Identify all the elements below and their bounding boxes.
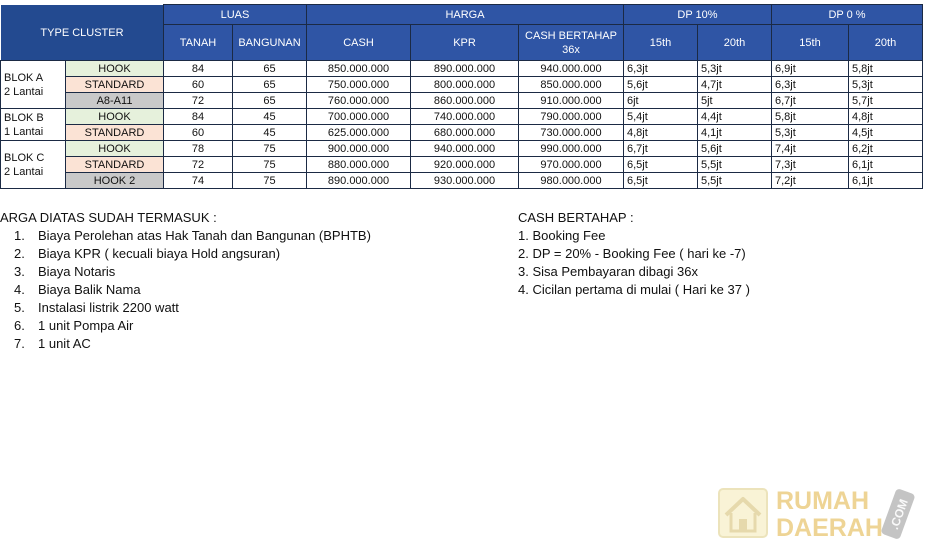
- included-notes: [0, 209, 371, 353]
- blok-c-label: [1, 141, 66, 189]
- bangunan-cell: 65: [233, 61, 307, 77]
- cash-bertahap-notes: [518, 209, 750, 299]
- blok-name: BLOK A: [4, 71, 44, 84]
- tanah-cell: 72: [164, 157, 233, 173]
- table-row: [1, 157, 923, 173]
- dp10-15-cell: 5,4jt: [624, 109, 698, 125]
- dp0-15-cell: 7,3jt: [772, 157, 849, 173]
- kpr-cell: 800.000.000: [411, 77, 519, 93]
- cash-cell: 625.000.000: [307, 125, 411, 141]
- bertahap-cell: 790.000.000: [519, 109, 624, 125]
- blok-name: BLOK C: [4, 151, 45, 164]
- cash-cell: 760.000.000: [307, 93, 411, 109]
- type-cell: HOOK: [66, 109, 164, 125]
- dp10-15-cell: 6jt: [624, 93, 698, 109]
- tanah-cell: 72: [164, 93, 233, 109]
- dp10-15-cell: 6,5jt: [624, 157, 698, 173]
- header-cash-bertahap-line2: 36x: [562, 43, 580, 56]
- list-item: 3. Sisa Pembayaran dibagi 36x: [518, 264, 698, 279]
- list-item: 5. Instalasi listrik 2200 watt: [14, 300, 179, 315]
- tanah-cell: 74: [164, 173, 233, 189]
- bangunan-cell: 75: [233, 141, 307, 157]
- list-item: 1. Biaya Perolehan atas Hak Tanah dan Bangunan (BPHTB): [14, 228, 371, 243]
- bertahap-cell: 940.000.000: [519, 61, 624, 77]
- header-type-cluster: TYPE CLUSTER: [1, 5, 164, 61]
- dp10-20-cell: 4,4jt: [698, 109, 772, 125]
- watermark-line2: DAERAH: [776, 514, 883, 542]
- dp10-15-cell: 6,3jt: [624, 61, 698, 77]
- bangunan-cell: 75: [233, 173, 307, 189]
- bertahap-cell: 980.000.000: [519, 173, 624, 189]
- kpr-cell: 940.000.000: [411, 141, 519, 157]
- included-list: [0, 227, 371, 353]
- kpr-cell: 890.000.000: [411, 61, 519, 77]
- header-cash-bertahap-line1: CASH BERTAHAP: [525, 29, 617, 42]
- dp0-20-cell: 5,7jt: [849, 93, 923, 109]
- bangunan-cell: 65: [233, 93, 307, 109]
- blok-floors: 2 Lantai: [4, 165, 44, 178]
- table-row: [1, 109, 923, 125]
- tanah-cell: 60: [164, 125, 233, 141]
- header-dp0-15th: 15th: [772, 25, 849, 61]
- type-cell: A8-A11: [66, 93, 164, 109]
- dp0-20-cell: 5,8jt: [849, 61, 923, 77]
- list-item: 4. Biaya Balik Nama: [14, 282, 141, 297]
- house-icon: [719, 489, 767, 537]
- included-title: ARGA DIATAS SUDAH TERMASUK :: [0, 210, 217, 225]
- watermark-tag-text: .COM: [887, 497, 911, 532]
- bertahap-cell: 730.000.000: [519, 125, 624, 141]
- list-item: 3. Biaya Notaris: [14, 264, 116, 279]
- dp0-15-cell: 5,8jt: [772, 109, 849, 125]
- dp0-20-cell: 4,8jt: [849, 109, 923, 125]
- dp10-15-cell: 6,7jt: [624, 141, 698, 157]
- bangunan-cell: 45: [233, 109, 307, 125]
- type-cell: STANDARD: [66, 77, 164, 93]
- header-harga: HARGA: [307, 5, 624, 25]
- tanah-cell: 78: [164, 141, 233, 157]
- cash-cell: 850.000.000: [307, 61, 411, 77]
- dp0-20-cell: 6,2jt: [849, 141, 923, 157]
- blok-b-label: [1, 109, 66, 141]
- dp10-20-cell: 5,5jt: [698, 173, 772, 189]
- header-dp10-15th: 15th: [624, 25, 698, 61]
- bertahap-cell: 910.000.000: [519, 93, 624, 109]
- dp0-20-cell: 6,1jt: [849, 157, 923, 173]
- kpr-cell: 860.000.000: [411, 93, 519, 109]
- type-cell: STANDARD: [66, 157, 164, 173]
- header-cash-bertahap: [519, 25, 624, 61]
- watermark-svg: [716, 483, 916, 543]
- type-cell: HOOK: [66, 141, 164, 157]
- table-row: [1, 93, 923, 109]
- table-row: [1, 173, 923, 189]
- watermark-line1: RUMAH: [776, 487, 870, 515]
- blok-floors: 1 Lantai: [4, 125, 44, 138]
- tanah-cell: 60: [164, 77, 233, 93]
- cash-cell: 700.000.000: [307, 109, 411, 125]
- dp0-15-cell: 5,3jt: [772, 125, 849, 141]
- cash-cell: 750.000.000: [307, 77, 411, 93]
- type-cell: HOOK 2: [66, 173, 164, 189]
- list-item: 1. Booking Fee: [518, 228, 606, 243]
- list-item: 2. Biaya KPR ( kecuali biaya Hold angsuran): [14, 246, 281, 261]
- tanah-cell: 84: [164, 61, 233, 77]
- dp0-20-cell: 5,3jt: [849, 77, 923, 93]
- header-cash: CASH: [307, 25, 411, 61]
- list-item: 2. DP = 20% - Booking Fee ( hari ke -7): [518, 246, 746, 261]
- header-tanah: TANAH: [164, 25, 233, 61]
- price-table: [0, 4, 923, 189]
- header-bangunan: BANGUNAN: [233, 25, 307, 61]
- watermark-logo: [716, 483, 916, 543]
- cash-bertahap-title: CASH BERTAHAP :: [518, 210, 634, 225]
- watermark-tag: [880, 488, 915, 540]
- bangunan-cell: 65: [233, 77, 307, 93]
- bangunan-cell: 45: [233, 125, 307, 141]
- bertahap-cell: 990.000.000: [519, 141, 624, 157]
- dp10-20-cell: 5,3jt: [698, 61, 772, 77]
- dp10-15-cell: 5,6jt: [624, 77, 698, 93]
- header-luas: LUAS: [164, 5, 307, 25]
- dp0-15-cell: 6,9jt: [772, 61, 849, 77]
- bangunan-cell: 75: [233, 157, 307, 173]
- dp10-20-cell: 5,6jt: [698, 141, 772, 157]
- dp0-20-cell: 6,1jt: [849, 173, 923, 189]
- dp0-15-cell: 7,2jt: [772, 173, 849, 189]
- header-kpr: KPR: [411, 25, 519, 61]
- list-item: 6. 1 unit Pompa Air: [14, 318, 134, 333]
- header-dp10-20th: 20th: [698, 25, 772, 61]
- cash-bertahap-list: [518, 227, 750, 299]
- list-item: 7. 1 unit AC: [14, 336, 91, 351]
- blok-a-label: [1, 61, 66, 109]
- list-item: 4. Cicilan pertama di mulai ( Hari ke 37 ): [518, 282, 750, 297]
- cash-cell: 890.000.000: [307, 173, 411, 189]
- header-dp0-20th: 20th: [849, 25, 923, 61]
- table-row: [1, 61, 923, 77]
- table-row: [1, 77, 923, 93]
- dp10-20-cell: 4,7jt: [698, 77, 772, 93]
- dp0-15-cell: 7,4jt: [772, 141, 849, 157]
- kpr-cell: 930.000.000: [411, 173, 519, 189]
- dp10-20-cell: 4,1jt: [698, 125, 772, 141]
- table-row: [1, 125, 923, 141]
- dp10-20-cell: 5,5jt: [698, 157, 772, 173]
- type-cell: HOOK: [66, 61, 164, 77]
- blok-name: BLOK B: [4, 111, 44, 124]
- header-dp0: DP 0 %: [772, 5, 923, 25]
- kpr-cell: 920.000.000: [411, 157, 519, 173]
- cash-cell: 880.000.000: [307, 157, 411, 173]
- dp10-15-cell: 4,8jt: [624, 125, 698, 141]
- header-dp10: DP 10%: [624, 5, 772, 25]
- bertahap-cell: 850.000.000: [519, 77, 624, 93]
- table-row: [1, 141, 923, 157]
- type-cell: STANDARD: [66, 125, 164, 141]
- tanah-cell: 84: [164, 109, 233, 125]
- dp10-20-cell: 5jt: [698, 93, 772, 109]
- cash-cell: 900.000.000: [307, 141, 411, 157]
- dp10-15-cell: 6,5jt: [624, 173, 698, 189]
- dp0-15-cell: 6,7jt: [772, 93, 849, 109]
- kpr-cell: 680.000.000: [411, 125, 519, 141]
- blok-floors: 2 Lantai: [4, 85, 44, 98]
- dp0-15-cell: 6,3jt: [772, 77, 849, 93]
- kpr-cell: 740.000.000: [411, 109, 519, 125]
- dp0-20-cell: 4,5jt: [849, 125, 923, 141]
- bertahap-cell: 970.000.000: [519, 157, 624, 173]
